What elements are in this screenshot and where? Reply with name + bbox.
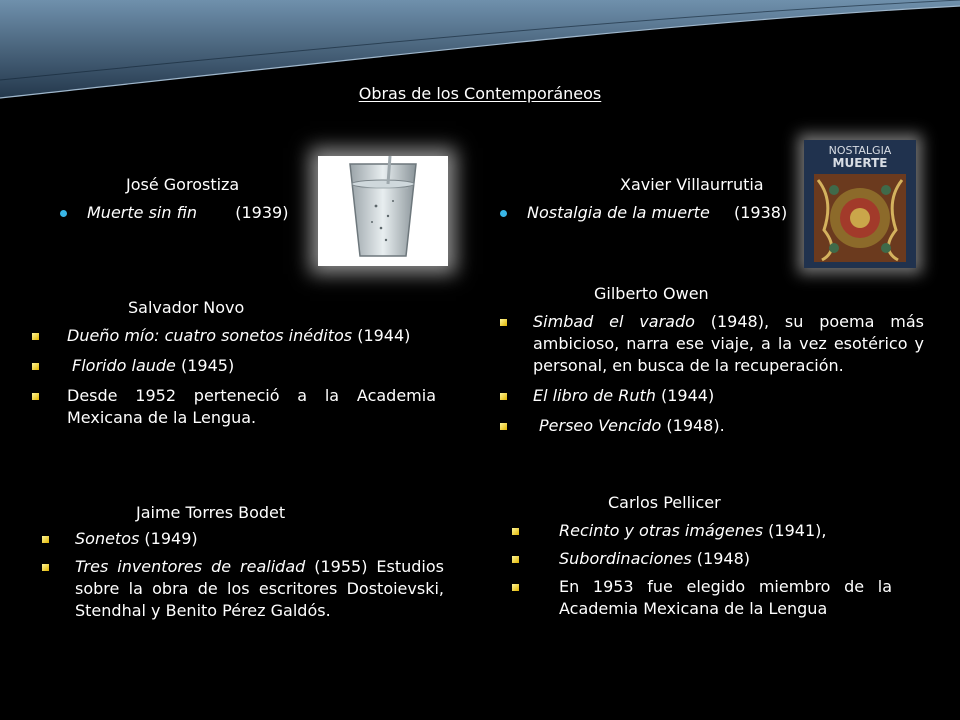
work-title: Recinto y otras imágenes: [559, 521, 764, 540]
bullet-icon: [42, 564, 49, 571]
work-detail: (1948), su poema más ambicioso, narra ese viaje, a la vez esotérico y personal, en busca de la recuperación.: [533, 312, 924, 375]
list-item: [512, 576, 892, 620]
work-title: Florido laude: [72, 356, 176, 375]
novo-section: [32, 297, 436, 429]
work-detail: (1941),: [763, 521, 827, 540]
list-item: [42, 528, 444, 550]
list-item: [500, 415, 924, 437]
list-item: [512, 548, 892, 570]
bullet-icon: [42, 536, 49, 543]
work-title: Sonetos: [75, 529, 140, 548]
bullet-icon: [500, 210, 507, 217]
author-name: Xavier Villaurrutia: [620, 175, 764, 194]
water-glass-icon: [318, 156, 448, 266]
list-item: [32, 385, 436, 429]
list-item: [42, 556, 444, 622]
book-cover-title-line2: MUERTE: [832, 156, 888, 170]
work-detail: Desde 1952 perteneció a la Academia Mexicana de la Lengua.: [67, 386, 436, 427]
bullet-icon: [32, 333, 39, 340]
book-cover-title-line1: NOSTALGIA: [828, 144, 892, 157]
work-detail: (1949): [139, 529, 198, 548]
torres-bodet-section: [42, 502, 444, 622]
bullet-icon: [512, 556, 519, 563]
list-item: [500, 311, 924, 377]
bullet-icon: [32, 363, 39, 370]
villaurrutia-section: [500, 174, 820, 224]
bullet-icon: [32, 393, 39, 400]
work-title: Perseo Vencido: [539, 416, 662, 435]
author-name: Salvador Novo: [128, 298, 245, 317]
book-cover-icon: [804, 140, 916, 268]
work-detail: En 1953 fue elegido miembro de la Academia Mexicana de la Lengua: [559, 577, 892, 618]
pellicer-section: [512, 492, 892, 620]
work-year: (1939): [235, 203, 289, 222]
book-cover-image: [804, 140, 916, 268]
page-title: Obras de los Contemporáneos: [358, 84, 602, 103]
list-item: [512, 520, 892, 542]
gorostiza-section: [60, 174, 340, 224]
work-year: (1938): [733, 203, 788, 222]
work-detail: (1945): [175, 356, 235, 375]
work-title: Tres inventores de realidad: [75, 557, 306, 576]
author-name: José Gorostiza: [126, 175, 240, 194]
author-name: Carlos Pellicer: [608, 493, 721, 512]
list-item: [60, 202, 340, 224]
work-detail: (1955) Estudios sobre la obra de los escritores Dostoievski, Stendhal y Benito Pérez Galdós.: [75, 557, 444, 620]
work-title: Simbad el varado: [533, 312, 695, 331]
bullet-icon: [512, 584, 519, 591]
bullet-icon: [60, 210, 67, 217]
bullet-icon: [500, 319, 507, 326]
work-title: Subordinaciones: [559, 549, 692, 568]
owen-section: [500, 283, 924, 437]
work-title: Nostalgia de la muerte: [527, 203, 710, 222]
work-detail: (1944): [655, 386, 715, 405]
work-detail: (1948): [691, 549, 751, 568]
work-detail: (1948).: [661, 416, 725, 435]
list-item: [500, 385, 924, 407]
work-title: Dueño mío: cuatro sonetos inéditos: [67, 326, 353, 345]
work-title: El libro de Ruth: [533, 386, 656, 405]
bullet-icon: [500, 393, 507, 400]
work-title: Muerte sin fin: [87, 203, 198, 222]
glass-image: [318, 156, 448, 266]
list-item: [32, 355, 436, 377]
bullet-icon: [512, 528, 519, 535]
bullet-icon: [500, 423, 507, 430]
list-item: [32, 325, 436, 347]
list-item: [500, 202, 820, 224]
author-name: Gilberto Owen: [594, 284, 709, 303]
work-detail: (1944): [352, 326, 411, 345]
author-name: Jaime Torres Bodet: [136, 503, 286, 522]
